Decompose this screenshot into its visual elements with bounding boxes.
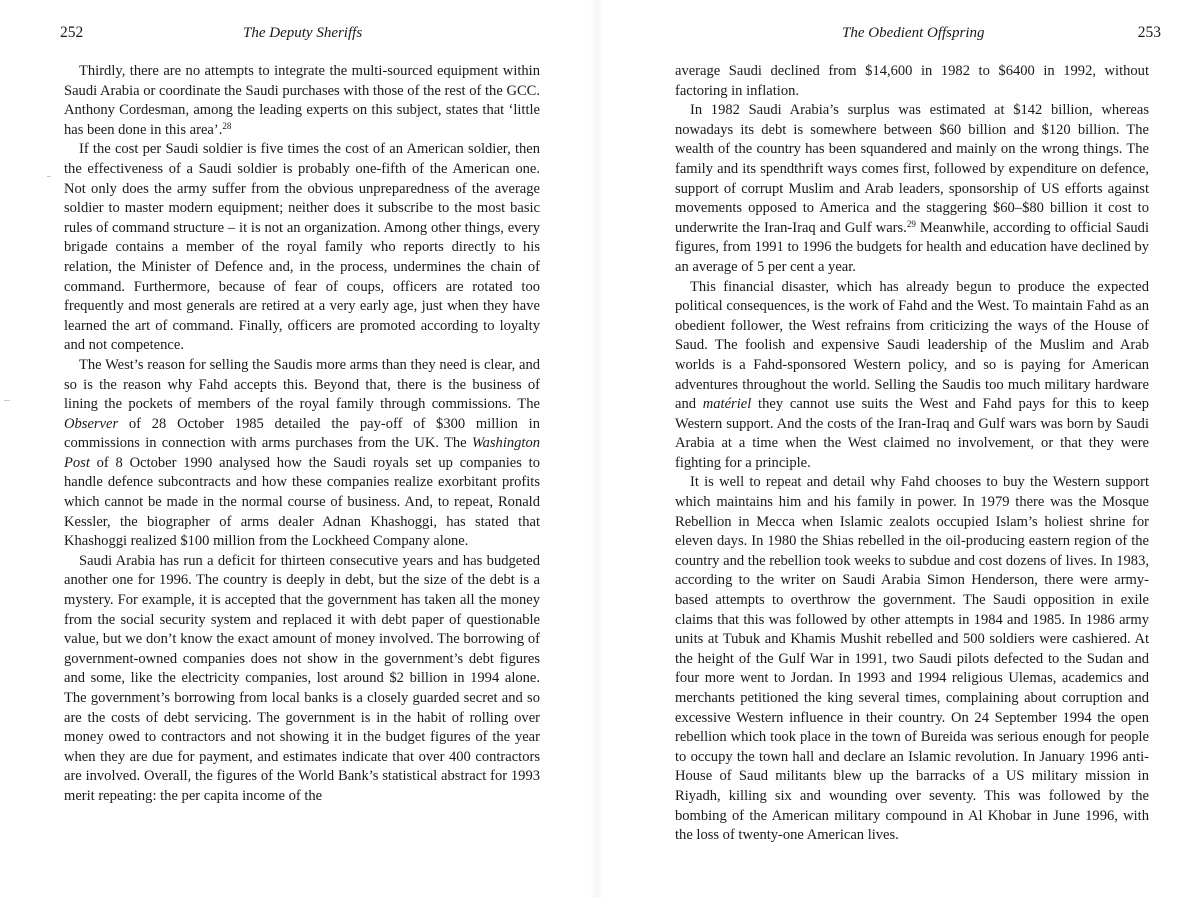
paragraph bbox=[64, 62, 540, 140]
text-run: of 28 October 1985 detailed the pay-off of $300 million in commissions in connection with arms purchases from the UK. The bbox=[64, 415, 540, 452]
text-run: of 8 October 1990 analysed how the Saudi royals set up companies to handle defence subcontracts and how these companies realize exorbitant profits which cannot be made in the normal course of business. And, to repeat, Ronald Kessler, the biographer of arms dealer Adnan Khashoggi, has stated that Khashoggi realized $100 million from the Lockheed Company alone. bbox=[64, 454, 540, 550]
left-page-body bbox=[64, 62, 540, 807]
running-head: The Deputy Sheriffs bbox=[243, 25, 363, 41]
text-run: Thirdly, there are no attempts to integrate the multi-sourced equipment within Saudi Arabia or coordinate the Saudi purchases with those of the rest of the GCC. Anthony Cordesman, among the leading experts on this subject, states that ‘little has been done in this area’. bbox=[64, 63, 540, 138]
paragraph bbox=[675, 101, 1149, 277]
scan-speck bbox=[4, 400, 10, 401]
page-number: 253 bbox=[1137, 24, 1161, 41]
paragraph bbox=[64, 552, 540, 807]
left-page bbox=[0, 0, 597, 898]
text-run: The West’s reason for selling the Saudis more arms than they need is clear, and so is the reason why Fahd accepts this. Beyond that, there is the business of lining the pockets of members of the royal family through commissions. The bbox=[64, 356, 540, 413]
italic-title: Observer bbox=[64, 415, 119, 432]
running-head: The Obedient Offspring bbox=[842, 25, 985, 41]
text-run: It is well to repeat and detail why Fahd chooses to buy the Western support which maintains him and his family in power. In 1979 there was the Mosque Rebellion in Mecca when Islamic zealots occupied Islam’s holiest shrine for eleven days. In 1980 the Shias rebelled in the oil-producing eastern region of the country and the rebellion took weeks to subdue and cost dozens of lives. In 1983, according to the writer on Saudi Arabia Simon Henderson, there were army-based attempts to overthrow the government. The Saudi opposition in exile claims that this was followed by other attempts in 1984 and 1985. In 1986 army units at Tubuk and Khamis Mushit rebelled and 500 soldiers were cashiered. At the height of the Gulf War in 1991, two Saudi pilots defected to the Sudan and four more went to Jordan. In 1993 and 1994 religious Ulemas, academics and merchants petitioned the king several times, complaining about corruption and excessive Western influence in their country. On 24 September 1994 the open rebellion which took place in the town of Bureida was serious enough for people to occupy the town hall and declare an Islamic revolution. In January 1996 anti-House of Saud militants blew up the barracks of a US military mission in Riyadh, killing six and wounding over seventy. This was followed by the bombing of the American military compound in Al Khobar in June 1996, with the loss of twenty-one American lives. bbox=[675, 474, 1149, 844]
text-run: This financial disaster, which has already begun to produce the expected political consequences, is the work of Fahd and the West. To maintain Fahd as an obedient follower, the West refrains from criticizing the ways of the House of Saud. The foolish and expensive Saudi leadership of the Muslim and Arab worlds is a Fahd-sponsored Western policy, and so is paying for American adventures throughout the world. Selling the Saudis too much military hardware and bbox=[675, 278, 1149, 413]
text-run: If the cost per Saudi soldier is five times the cost of an American soldier, then the effectiveness of a Saudi soldier is probably one-fifth of the American one. Not only does the army suffer from the obvious unpreparedness of the average soldier to master modern equipment; neither does it subscribe to the most basic rules of command structure – it is not an organization. Among other things, every brigade contains a member of the royal family who reports directly to his relation, the Minister of Defence and, in the process, undermines the chain of command. Furthermore, because of fear of coups, officers are rotated too frequently and most generals are retired at a very early age, just when they have learned the art of command. Finally, officers are promoted according to loyalty and not competence. bbox=[64, 141, 540, 354]
right-page-header bbox=[675, 24, 1161, 46]
paragraph bbox=[675, 62, 1149, 101]
paragraph bbox=[675, 278, 1149, 474]
text-run: Saudi Arabia has run a deficit for thirteen consecutive years and has budgeted another one for 1996. The country is deeply in debt, but the size of the debt is a mystery. For example, it is accepted that the government has taken all the money from the social security system and replaced it with debt paper of questionable value, but we don’t know the exact amount of money involved. The borrowing of government-owned companies does not show in the government’s debt figures and some, like the electricity companies, lost around $2 billion in 1994 alone. The government’s borrowing from local banks is a closely guarded secret and so are the costs of debt servicing. The government is in the habit of rolling over money owed to contractors and not showing it in the budget figures of the year when they are due for payment, and estimates indicate that over 400 contractors are involved. Overall, the figures of the World Bank’s statistical abstract for 1993 merit repeating: the per capita income of the bbox=[64, 552, 540, 804]
scan-speck bbox=[47, 176, 51, 177]
text-run: Meanwhile, according to official Saudi figures, from 1991 to 1996 the budgets for health and education have declined by an average of 5 per cent a year. bbox=[675, 219, 1149, 275]
text-run: average Saudi declined from $14,600 in 1982 to $6400 in 1992, without factoring in inflation. bbox=[675, 63, 1149, 99]
italic-title: Washington Post bbox=[64, 435, 540, 471]
right-page-body bbox=[675, 62, 1149, 846]
footnote-marker: 29 bbox=[906, 218, 916, 229]
paragraph bbox=[64, 356, 540, 552]
italic-title: matériel bbox=[702, 396, 752, 413]
text-run: In 1982 Saudi Arabia’s surplus was estimated at $142 billion, whereas nowadays its debt is somewhere between $60 billion and $120 billion. The wealth of the country has been squandered and mainly on the wrong things. The family and its spendthrift ways comes first, followed by expenditure on defence, support of corrupt Muslim and Arab leaders, sponsorship of US efforts against movements opposed to America and the staggering $60–$80 billion it cost to underwrite the Iran-Iraq and Gulf wars. bbox=[675, 102, 1149, 236]
left-page-header bbox=[60, 24, 544, 46]
footnote-marker: 28 bbox=[222, 120, 232, 131]
page-number: 252 bbox=[60, 24, 84, 41]
paragraph bbox=[64, 140, 540, 356]
text-run: they cannot use suits the West and Fahd pays for this to keep Western support. And the costs of the Iran-Iraq and Gulf wars was born by Saudi Arabia at a time when the West claimed no involvement, or that they were fighting for a principle. bbox=[675, 396, 1149, 471]
paragraph bbox=[675, 473, 1149, 845]
right-page bbox=[597, 0, 1195, 898]
